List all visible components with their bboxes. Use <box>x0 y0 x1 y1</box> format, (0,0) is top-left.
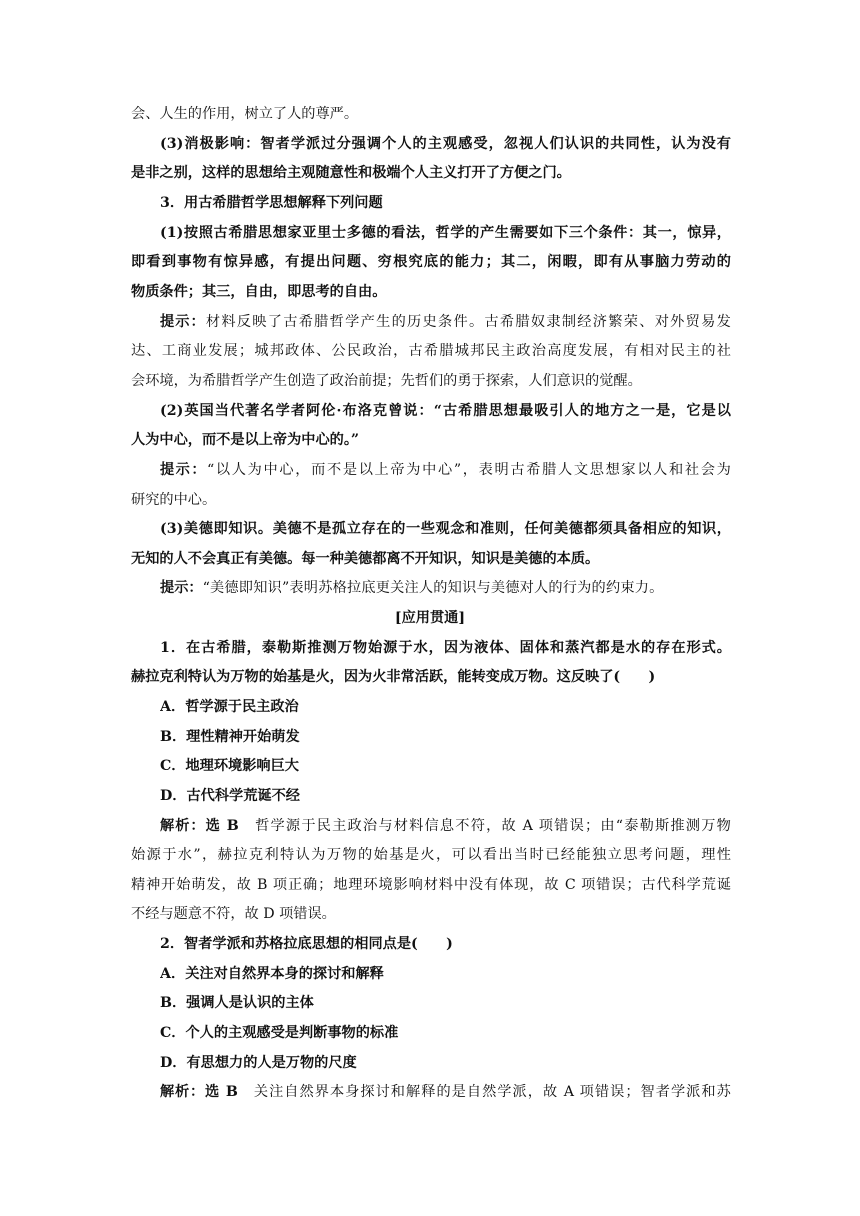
analysis-text: 关注自然界本身探讨和解释的是自然学派，故 A 项错误；智者学派和苏 <box>237 1084 731 1100</box>
text-line: (3)消极影响：智者学派过分强调个人的主观感受，忽视人们认识的共同性，认为没有 <box>160 136 731 152</box>
analysis-label: 解析：选 B <box>160 818 239 834</box>
option-d: D．古代科学荒诞不经 <box>160 788 300 804</box>
text-line: 不经与题意不符，故 D 项错误。 <box>131 906 336 922</box>
section-title: [应用贯通] <box>394 610 466 626</box>
hint-line <box>160 312 731 332</box>
text-line: 达、工商业发展；城邦政体、公民政治，古希腊城邦民主政治高度发展，有相对民主的社 <box>131 343 731 359</box>
text-line: 无知的人不会真正有美德。每一种美德都离不开知识，知识是美德的本质。 <box>131 551 600 567</box>
hint-text: “以人为中心，而不是以上帝为中心”，表明古希腊人文思想家以人和社会为 <box>207 462 731 478</box>
option-c: C．地理环境影响巨大 <box>160 758 299 774</box>
text-line: 是非之别，这样的思想给主观随意性和极端个人主义打开了方便之门。 <box>131 165 571 181</box>
hint-label: 提示： <box>160 462 207 478</box>
hint-text: 材料反映了古希腊哲学产生的历史条件。古希腊奴隶制经济繁荣、对外贸易发 <box>205 314 731 330</box>
option-b: B．强调人是认识的主体 <box>160 995 314 1011</box>
text-line: 人为中心，而不是以上帝为中心的。” <box>131 432 360 448</box>
text-line: 会、人生的作用，树立了人的尊严。 <box>131 106 359 122</box>
hint-line <box>160 460 731 480</box>
analysis-label: 解析：选 B <box>160 1084 238 1100</box>
text-line: (2)英国当代著名学者阿伦·布洛克曾说：“古希腊思想最吸引人的地方之一是，它是以 <box>160 403 731 419</box>
analysis-line <box>160 816 731 836</box>
hint-label: 提示： <box>160 580 203 596</box>
text-line: (3)美德即知识。美德不是孤立存在的一些观念和准则，任何美德都须具备相应的知识， <box>160 521 731 537</box>
section-heading: 3．用古希腊哲学思想解释下列问题 <box>160 195 383 211</box>
text-line: 精神开始萌发，故 B 项正确；地理环境影响材料中没有体现，故 C 项错误；古代科学荒诞 <box>131 877 731 893</box>
question-stem: 1．在古希腊，泰勒斯推测万物始源于水，因为液体、固体和蒸汽都是水的存在形式。 <box>160 640 731 656</box>
text-line: 始源于水”，赫拉克利特认为万物的始基是火，可以看出当时已经能独立思考问题，理性 <box>131 847 731 863</box>
text-line: 物质条件；其三，自由，即思考的自由。 <box>131 284 387 300</box>
analysis-text: 哲学源于民主政治与材料信息不符，故 A 项错误；由“泰勒斯推测万物 <box>238 818 731 834</box>
hint-label: 提示： <box>160 314 206 330</box>
hint-text: “美德即知识”表明苏格拉底更关注人的知识与美德对人的行为的约束力。 <box>202 580 664 596</box>
question-stem: 2．智者学派和苏格拉底思想的相同点是( ) <box>160 936 453 952</box>
text-line: 会环境，为希腊哲学产生创造了政治前提；先哲们的勇于探索，人们意识的觉醒。 <box>131 373 642 389</box>
option-a: A．哲学源于民主政治 <box>160 699 299 715</box>
hint-line <box>160 578 731 598</box>
text-line: 研究的中心。 <box>131 492 217 508</box>
option-b: B．理性精神开始萌发 <box>160 729 300 745</box>
text-line: 即看到事物有惊异感，有提出问题、穷根究底的能力；其二，闲暇，即有从事脑力劳动的 <box>131 254 731 270</box>
analysis-line <box>160 1082 731 1102</box>
option-d: D．有思想力的人是万物的尺度 <box>160 1055 357 1071</box>
text-line: (1)按照古希腊思想家亚里士多德的看法，哲学的产生需要如下三个条件：其一，惊异， <box>160 225 731 241</box>
option-c: C．个人的主观感受是判断事物的标准 <box>160 1025 399 1041</box>
option-a: A．关注对自然界本身的探讨和解释 <box>160 966 384 982</box>
question-stem: 赫拉克利特认为万物的始基是火，因为火非常活跃，能转变成万物。这反映了( ) <box>131 669 656 685</box>
